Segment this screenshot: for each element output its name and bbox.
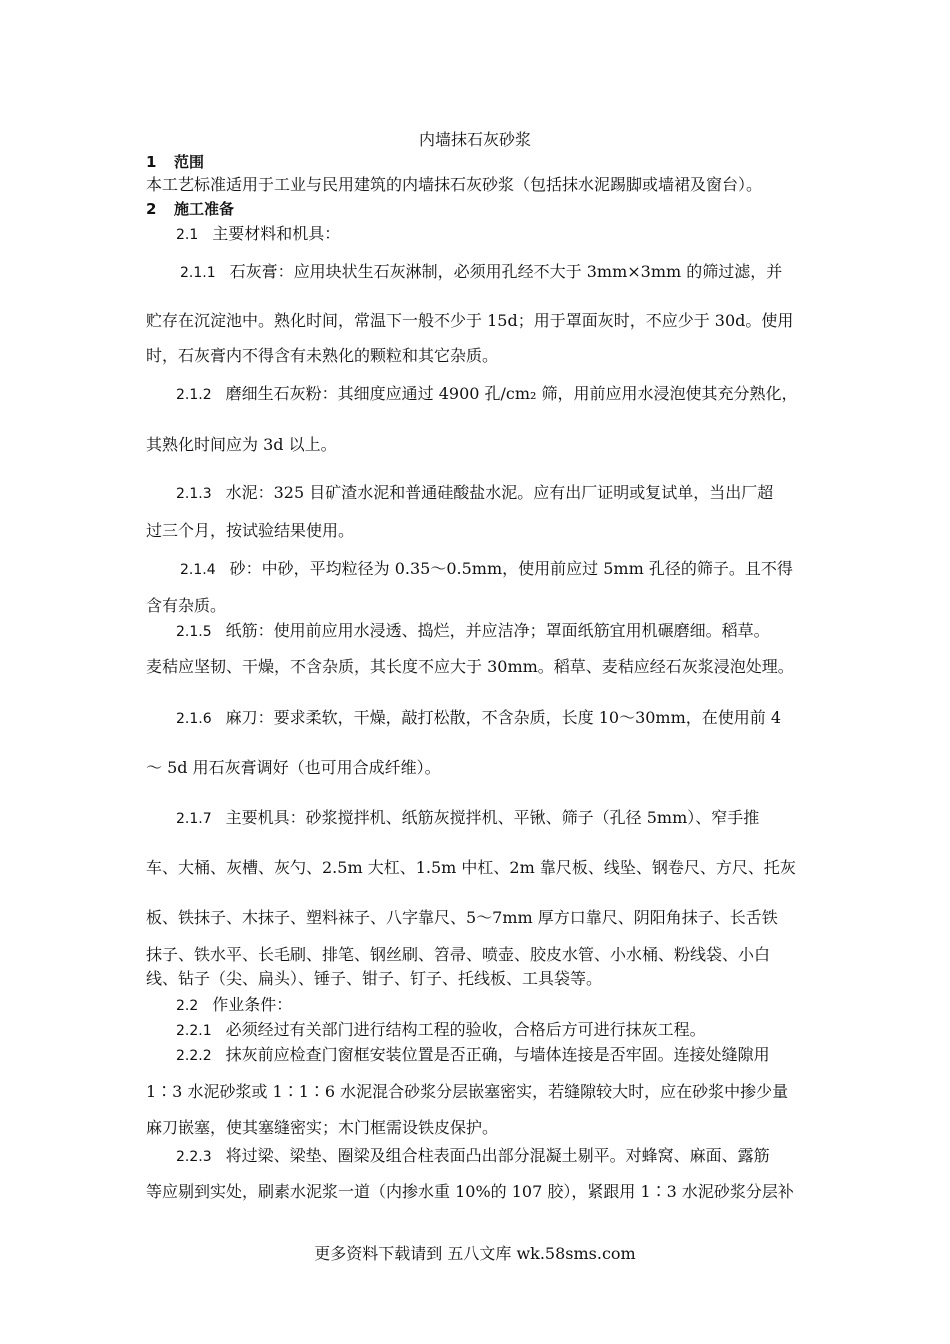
item-text: 抹灰前应检查门窗框安装位置是否正确，与墙体连接是否牢固。连接处缝隙用 xyxy=(225,1045,770,1064)
subsection-2-2 xyxy=(176,995,292,1016)
item-text: 石灰膏：应用块状生石灰淋制，必须用孔经不大于 3mm×3mm 的筛过滤，并 xyxy=(229,262,783,281)
item-2-1-3-line-1 xyxy=(176,483,773,504)
section-1-heading xyxy=(146,152,204,172)
item-text: 作业条件： xyxy=(212,995,293,1014)
item-2-2-2-line-2: 1∶3 水泥砂浆或 1∶1∶6 水泥混合砂浆分层嵌塞密实，若缝隙较大时，应在砂浆中掺少量 xyxy=(146,1082,789,1101)
item-text: 纸筋：使用前应用水浸透、捣烂，并应洁净；罩面纸筋宜用机碾磨细。稻草。 xyxy=(225,621,770,640)
item-number: 2.1 xyxy=(176,227,199,243)
item-number: 2.1.4 xyxy=(180,562,216,578)
document-title: 内墙抹石灰砂浆 xyxy=(418,130,531,149)
item-text: 水泥：325 目矿渣水泥和普通硅酸盐水泥。应有出厂证明或复试单，当出厂超 xyxy=(225,483,774,502)
item-number: 2.1.5 xyxy=(176,624,212,640)
item-2-1-6-line-2: ～ 5d 用石灰膏调好（也可用合成纤维）。 xyxy=(146,758,441,777)
footer-link[interactable]: 更多资料下载请到 五八文库 wk.58sms.com xyxy=(314,1244,636,1263)
item-2-1-1-line-1 xyxy=(180,262,782,283)
item-2-1-4-line-1 xyxy=(180,559,793,580)
item-2-1-2-line-2: 其熟化时间应为 3d 以上。 xyxy=(146,435,337,454)
item-number: 2.1.3 xyxy=(176,486,212,502)
item-2-1-6-line-1 xyxy=(176,708,781,729)
item-text: 磨细生石灰粉：其细度应通过 4900 孔/cm₂ 筛，用前应用水浸泡使其充分熟化， xyxy=(225,384,798,403)
item-number: 2.1.1 xyxy=(180,265,216,281)
item-2-2-3-line-2: 等应剔到实处，刷素水泥浆一道（内掺水重 10%的 107 胶），紧跟用 1∶3 水泥砂浆分层补 xyxy=(146,1182,794,1201)
item-2-1-4-line-2: 含有杂质。 xyxy=(146,596,227,615)
subsection-2-1 xyxy=(176,224,340,245)
item-text: 麻刀：要求柔软，干燥，敲打松散，不含杂质，长度 10～30mm，在使用前 4 xyxy=(225,708,782,727)
section-number: 1 xyxy=(146,153,157,171)
item-2-1-7-line-3: 板、铁抹子、木抹子、塑料袜子、八字靠尺、5～7mm 厚方口靠尺、阴阳角抹子、长舌铁 xyxy=(146,908,778,927)
item-text: 砂：中砂，平均粒径为 0.35～0.5mm，使用前应过 5mm 孔径的筛子。且不得 xyxy=(229,559,793,578)
item-2-1-5-line-2: 麦秸应坚韧、干燥，不含杂质，其长度不应大于 30mm。稻草、麦秸应经石灰浆浸泡处理。 xyxy=(146,657,794,676)
item-2-2-2-line-3: 麻刀嵌塞，使其塞缝密实；木门框需设铁皮保护。 xyxy=(146,1118,499,1137)
item-text: 必须经过有关部门进行结构工程的验收，合格后方可进行抹灰工程。 xyxy=(225,1020,706,1039)
section-heading-text: 范围 xyxy=(174,153,205,171)
item-number: 2.1.7 xyxy=(176,811,212,827)
item-number: 2.2 xyxy=(176,998,199,1014)
item-number: 2.2.3 xyxy=(176,1149,212,1165)
item-2-2-3-line-1 xyxy=(176,1146,770,1167)
item-text: 主要机具：砂浆搅拌机、纸筋灰搅拌机、平锹、筛子（孔径 5mm）、窄手推 xyxy=(225,808,760,827)
item-2-1-7-line-1 xyxy=(176,808,759,829)
item-number: 2.2.2 xyxy=(176,1048,212,1064)
item-2-1-1-line-2: 贮存在沉淀池中。熟化时间，常温下一般不少于 15d；用于罩面灰时，不应少于 30d。使用 xyxy=(146,311,794,330)
item-2-1-7-line-2: 车、大桶、灰槽、灰勺、2.5m 大杠、1.5m 中杠、2m 靠尺板、线坠、钢卷尺、方尺、托灰 xyxy=(146,858,796,877)
paragraph: 本工艺标准适用于工业与民用建筑的内墙抹石灰砂浆（包括抹水泥踢脚或墙裙及窗台）。 xyxy=(146,175,763,194)
item-2-1-3-line-2: 过三个月，按试验结果使用。 xyxy=(146,521,355,540)
item-number: 2.2.1 xyxy=(176,1023,212,1039)
section-2-heading xyxy=(146,199,234,219)
section-number: 2 xyxy=(146,200,157,218)
item-2-1-7-line-4: 抹子、铁水平、长毛刷、排笔、钢丝刷、笤帚、喷壶、胶皮水管、小水桶、粉线袋、小白 xyxy=(146,945,771,964)
item-2-1-1-line-3: 时，石灰膏内不得含有未熟化的颗粒和其它杂质。 xyxy=(146,346,499,365)
item-text: 主要材料和机具： xyxy=(212,224,341,243)
item-2-1-5-line-1 xyxy=(176,621,770,642)
item-number: 2.1.6 xyxy=(176,711,212,727)
section-heading-text: 施工准备 xyxy=(174,200,235,218)
item-2-1-2-line-1 xyxy=(176,384,798,405)
item-number: 2.1.2 xyxy=(176,387,212,403)
item-2-2-1-line-1 xyxy=(176,1020,706,1041)
item-2-1-7-line-5: 线、钻子（尖、扁头）、锤子、钳子、钉子、托线板、工具袋等。 xyxy=(146,969,603,988)
item-2-2-2-line-1 xyxy=(176,1045,770,1066)
item-text: 将过梁、梁垫、圈梁及组合柱表面凸出部分混凝土剔平。对蜂窝、麻面、露筋 xyxy=(225,1146,770,1165)
